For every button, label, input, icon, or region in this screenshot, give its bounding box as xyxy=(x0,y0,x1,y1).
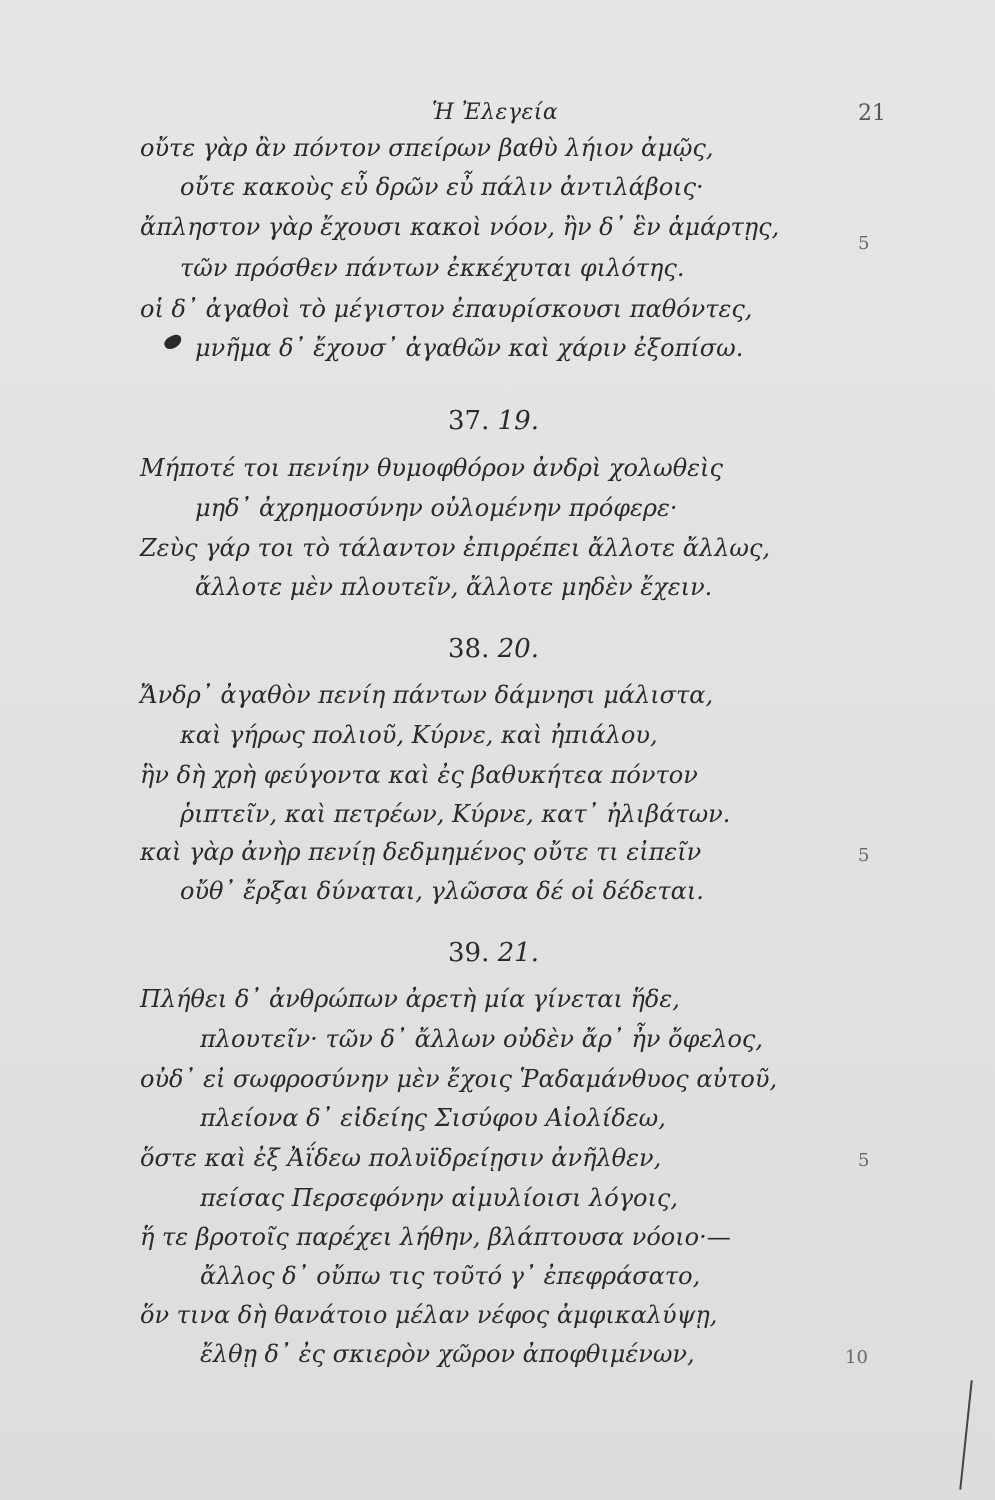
verse-line: ἔλθῃ δ᾽ ἐς σκιερὸν χῶρον ἀποφθιμένων, xyxy=(200,1340,695,1368)
verse-line: Ζεὺς γάρ τοι τὸ τάλαντον ἐπιρρέπει ἄλλοτε ἄλλως, xyxy=(140,534,771,562)
verse-line: ἄλλος δ᾽ οὔπω τις τοῦτό γ᾽ ἐπεφράσατο, xyxy=(200,1262,701,1290)
verse-line: οὔθ᾽ ἔρξαι δύναται, γλῶσσα δέ οἱ δέδεται. xyxy=(180,877,704,905)
verse-line: οὔτε γὰρ ἂν πόντον σπείρων βαθὺ λήιον ἀμῷς, xyxy=(140,134,714,162)
page-edge-mark xyxy=(959,1380,972,1490)
verse-line: ῥιπτεῖν, καὶ πετρέων, Κύρνε, κατ᾽ ἠλιβάτων. xyxy=(180,800,731,828)
line-number-margin: 5 xyxy=(858,1150,870,1171)
verse-line: μηδ᾽ ἀχρημοσύνην οὐλομένην πρόφερε· xyxy=(195,494,678,522)
verse-line: καὶ γὰρ ἀνὴρ πενίῃ δεδμημένος οὔτε τι εἰπεῖν xyxy=(140,838,702,866)
verse-line: ἄλλοτε μὲν πλουτεῖν, ἄλλοτε μηδὲν ἔχειν. xyxy=(195,573,713,601)
verse-line: πλουτεῖν· τῶν δ᾽ ἄλλων οὐδὲν ἄρ᾽ ἦν ὄφελος, xyxy=(200,1025,763,1053)
verse-line: οἱ δ᾽ ἀγαθοὶ τὸ μέγιστον ἐπαυρίσκουσι παθόντες, xyxy=(140,295,753,323)
ink-blot xyxy=(162,333,183,351)
verse-line: τῶν πρόσθεν πάντων ἐκκέχυται φιλότης. xyxy=(180,254,685,282)
line-number-margin: 5 xyxy=(858,845,870,866)
line-number-margin: 5 xyxy=(858,233,870,254)
section-heading xyxy=(448,636,539,662)
verse-line: μνῆμα δ᾽ ἔχουσ᾽ ἀγαθῶν καὶ χάριν ἐξοπίσω. xyxy=(195,334,744,362)
fragment-number: 19. xyxy=(497,406,539,436)
verse-line: οὔτε κακοὺς εὖ δρῶν εὖ πάλιν ἀντιλάβοις· xyxy=(180,173,704,201)
section-heading xyxy=(448,940,539,966)
running-head-title: Ἡ Ἐλεγεία xyxy=(432,100,559,125)
page-number: 21 xyxy=(858,101,886,126)
fragment-number: 20. xyxy=(497,634,539,664)
verse-line: ἥ τε βροτοῖς παρέχει λήθην, βλάπτουσα νόοιο·— xyxy=(140,1223,731,1251)
verse-line: πείσας Περσεφόνην αἱμυλίοισι λόγοις, xyxy=(200,1184,678,1212)
verse-line: ἄπληστον γὰρ ἔχουσι κακοὶ νόον, ἢν δ᾽ ἓν ἁμάρτῃς, xyxy=(140,213,780,241)
section-number: 38. xyxy=(448,634,490,664)
verse-line: Μήποτέ τοι πενίην θυμοφθόρον ἀνδρὶ χολωθεὶς xyxy=(140,454,723,482)
verse-line: καὶ γήρως πολιοῦ, Κύρνε, καὶ ἠπιάλου, xyxy=(180,721,658,749)
fragment-number: 21. xyxy=(497,938,539,968)
section-heading xyxy=(448,408,539,434)
verse-line: ὅστε καὶ ἐξ Ἀΐδεω πολυϊδρείῃσιν ἀνῆλθεν, xyxy=(140,1144,662,1172)
section-number: 37. xyxy=(448,406,490,436)
verse-line: ὅν τινα δὴ θανάτοιο μέλαν νέφος ἀμφικαλύψῃ, xyxy=(140,1301,718,1329)
verse-line: πλείονα δ᾽ εἰδείης Σισύφου Αἰολίδεω, xyxy=(200,1104,666,1132)
line-number-margin: 10 xyxy=(845,1347,868,1368)
verse-line: Πλήθει δ᾽ ἀνθρώπων ἀρετὴ μία γίνεται ἥδε, xyxy=(140,985,680,1013)
verse-line: Ἄνδρ᾽ ἀγαθὸν πενίη πάντων δάμνησι μάλιστα, xyxy=(140,681,714,709)
verse-line: ἣν δὴ χρὴ φεύγοντα καὶ ἐς βαθυκήτεα πόντον xyxy=(140,761,698,789)
verse-line: οὐδ᾽ εἰ σωφροσύνην μὲν ἔχοις Ῥαδαμάνθυος αὐτοῦ, xyxy=(140,1065,778,1093)
section-number: 39. xyxy=(448,938,490,968)
